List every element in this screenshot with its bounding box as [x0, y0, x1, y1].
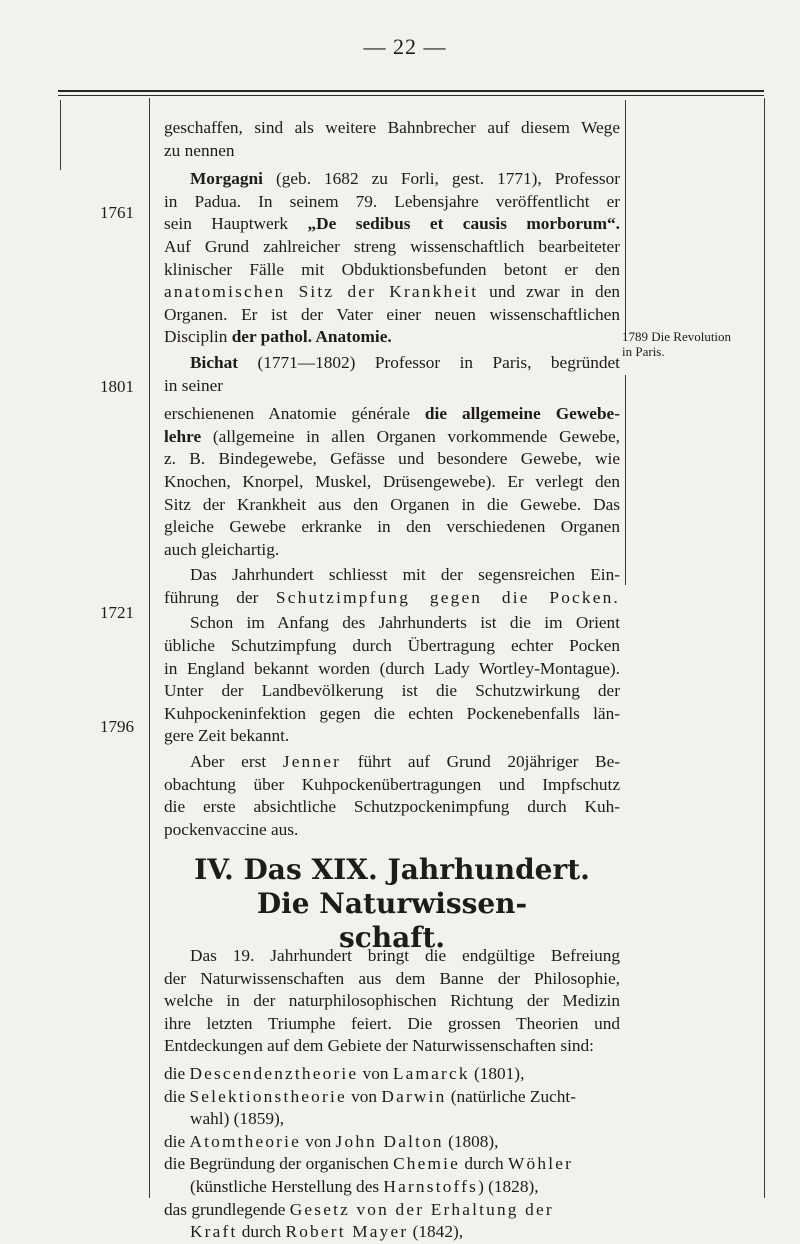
text-right-line	[625, 100, 626, 340]
text-line: Auf Grund zahlreicher streng wissenschaftlich bearbeiteter	[164, 236, 620, 256]
text-line: in Padua. In seinem 79. Lebensjahre veröffentlicht er	[164, 191, 620, 211]
text-span: von	[346, 1086, 382, 1106]
text-span: sein Hauptwerk	[164, 214, 308, 234]
text-line	[164, 403, 620, 426]
text-line: Organen. Er ist der Vater einer neuen wissenschaftlichen	[164, 304, 620, 324]
text-line: Das Jahrhundert schliesst mit der segensreichen Ein-	[190, 565, 620, 585]
text-span: erschienenen Anatomie générale	[164, 404, 425, 424]
page-number: — 22 —	[363, 34, 447, 59]
body-text-lower	[164, 945, 620, 1244]
text-line: ihre letzten Triumphe feiert. Die grossen Theorien und	[164, 1013, 620, 1033]
text-span: und zwar in den	[478, 282, 620, 302]
text-line: z. B. Bindegewebe, Gefässe und besondere Gewebe, wie	[164, 449, 620, 469]
top-rule	[58, 90, 764, 92]
top-rule-thin	[58, 95, 764, 96]
text-left-line	[149, 98, 150, 1198]
body-text-upper	[164, 117, 620, 841]
text-span: (1808),	[443, 1131, 499, 1151]
text-span: (allgemeine in allen Organen vorkommende Gewebe,	[201, 426, 620, 446]
section-heading-line2: schaft.	[338, 921, 446, 954]
text-line: Kuhpockeninfektion gegen die echten Pockenebenfalls län-	[164, 703, 620, 723]
text-span: Disciplin	[164, 327, 232, 347]
person-name: John Dalton	[335, 1131, 444, 1151]
text-span: das grundlegende	[164, 1199, 290, 1219]
text-span: führt auf Grund 20jähriger Be-	[341, 752, 621, 772]
person-name: Lamarck	[392, 1063, 470, 1083]
spaced-term: Schutzimpfung gegen die Pocken.	[275, 587, 620, 607]
text-line: Schon im Anfang des Jahrhunderts ist die im Orient	[190, 613, 620, 633]
text-line: in seiner	[164, 375, 224, 395]
list-item	[164, 1153, 620, 1176]
spaced-term: Kraft	[190, 1222, 238, 1242]
person-name: Darwin	[381, 1086, 447, 1106]
text-line: geschaffen, sind als weitere Bahnbrecher auf diesem Wege	[164, 118, 620, 137]
person-name-jenner: Jenner	[282, 752, 342, 772]
text-span: die	[164, 1086, 190, 1106]
bold-term: der pathol. Anatomie.	[231, 327, 392, 347]
text-line: in England bekannt worden (durch Lady Wortley-Montague).	[164, 658, 620, 678]
text-line	[164, 587, 620, 610]
list-item	[164, 1199, 620, 1222]
right-margin-line	[764, 98, 765, 1198]
text-line	[164, 281, 620, 304]
year-1796: 1796	[100, 717, 134, 736]
text-line: gere Zeit bekannt.	[164, 726, 290, 746]
work-title: „De sedibus et causis morborum“.	[307, 214, 620, 234]
text-line	[164, 751, 620, 774]
text-line	[164, 352, 620, 375]
text-span: (1842),	[408, 1222, 464, 1242]
year-1761: 1761	[100, 203, 134, 222]
spaced-term: Harnstoffs	[383, 1176, 479, 1196]
left-margin-line	[60, 100, 61, 170]
text-span: die	[164, 1063, 190, 1083]
margin-note	[622, 329, 762, 359]
person-name: Robert Mayer	[285, 1222, 409, 1242]
text-span: (künstliche Herstellung des	[190, 1176, 384, 1196]
text-span: führung der	[164, 587, 276, 607]
text-span: (geb. 1682 zu Forli, gest. 1771), Professor	[262, 169, 620, 189]
text-span: von	[300, 1131, 336, 1151]
text-span: die	[164, 1131, 190, 1151]
text-line: welche in der naturphilosophischen Richtung der Medizin	[164, 991, 620, 1011]
person-name: Wöhler	[508, 1154, 574, 1174]
text-line: Sitz der Krankheit aus den Organen in die Gewebe. Das	[164, 494, 620, 514]
text-span: von	[358, 1063, 393, 1083]
text-line	[164, 326, 620, 349]
bold-term: lehre	[164, 426, 202, 446]
section-heading	[164, 853, 620, 955]
text-span: durch	[237, 1222, 286, 1242]
spaced-term: Chemie	[393, 1154, 461, 1174]
text-line: Knochen, Knorpel, Muskel, Drüsengewebe). Er verlegt den	[164, 471, 620, 491]
text-span: (1771—1802) Professor in Paris, begründet	[238, 352, 620, 372]
text-span: die Begründung der organischen	[164, 1154, 394, 1174]
person-name-morgagni: Morgagni	[190, 169, 263, 189]
spaced-term: Atomtheorie	[189, 1131, 301, 1151]
year-1801: 1801	[100, 377, 134, 396]
list-item-cont: wahl) (1859),	[190, 1109, 285, 1129]
text-line: übliche Schutzimpfung durch Übertragung echter Pocken	[164, 636, 620, 656]
list-item-cont	[164, 1176, 620, 1199]
text-line: obachtung über Kuhpockenübertragungen und Impfschutz	[164, 774, 620, 794]
text-line: Unter der Landbevölkerung ist die Schutzwirkung der	[164, 681, 620, 701]
spaced-term: Gesetz von der Erhaltung der	[289, 1199, 554, 1219]
text-line: pockenvaccine aus.	[164, 819, 299, 839]
text-span: (natürliche Zucht-	[446, 1086, 576, 1106]
text-line: die erste absichtliche Schutzpockenimpfung durch Kuh-	[164, 797, 620, 817]
list-item-cont	[164, 1221, 620, 1244]
bold-term: die allgemeine Gewebe-	[424, 404, 620, 424]
list-item	[164, 1086, 620, 1109]
person-name-bichat: Bichat	[190, 352, 239, 372]
text-line: zu nennen	[164, 140, 235, 160]
text-line	[164, 426, 620, 449]
text-line: Entdeckungen auf dem Gebiete der Naturwissenschaften sind:	[164, 1036, 594, 1056]
text-right-line-2	[625, 375, 626, 585]
spaced-term: anatomischen Sitz der Krankheit	[164, 282, 479, 302]
text-line	[164, 213, 620, 236]
text-line	[164, 168, 620, 191]
margin-note-line1: 1789 Die Revolution	[622, 329, 732, 344]
section-heading-line1: IV. Das XIX. Jahrhundert. Die Naturwissen-	[194, 853, 590, 920]
margin-note-line2: in Paris.	[622, 344, 665, 359]
text-span: durch	[460, 1154, 509, 1174]
text-line: gleiche Gewebe erkranke in den verschiedenen Organen	[164, 517, 620, 537]
list-item	[164, 1063, 620, 1086]
text-line: klinischer Fälle mit Obduktionsbefunden betont er den	[164, 259, 620, 279]
text-span: ) (1828),	[478, 1176, 539, 1196]
year-1721: 1721	[100, 603, 134, 622]
text-span: Aber erst	[190, 752, 283, 772]
text-line: Das 19. Jahrhundert bringt die endgültige Befreiung	[190, 946, 620, 965]
text-line: auch gleichartig.	[164, 539, 280, 559]
list-item	[164, 1131, 620, 1154]
text-span: (1801),	[469, 1063, 525, 1083]
spaced-term: Selektionstheorie	[189, 1086, 347, 1106]
text-line: der Naturwissenschaften aus dem Banne der Philosophie,	[164, 968, 620, 988]
spaced-term: Descendenztheorie	[189, 1063, 359, 1083]
